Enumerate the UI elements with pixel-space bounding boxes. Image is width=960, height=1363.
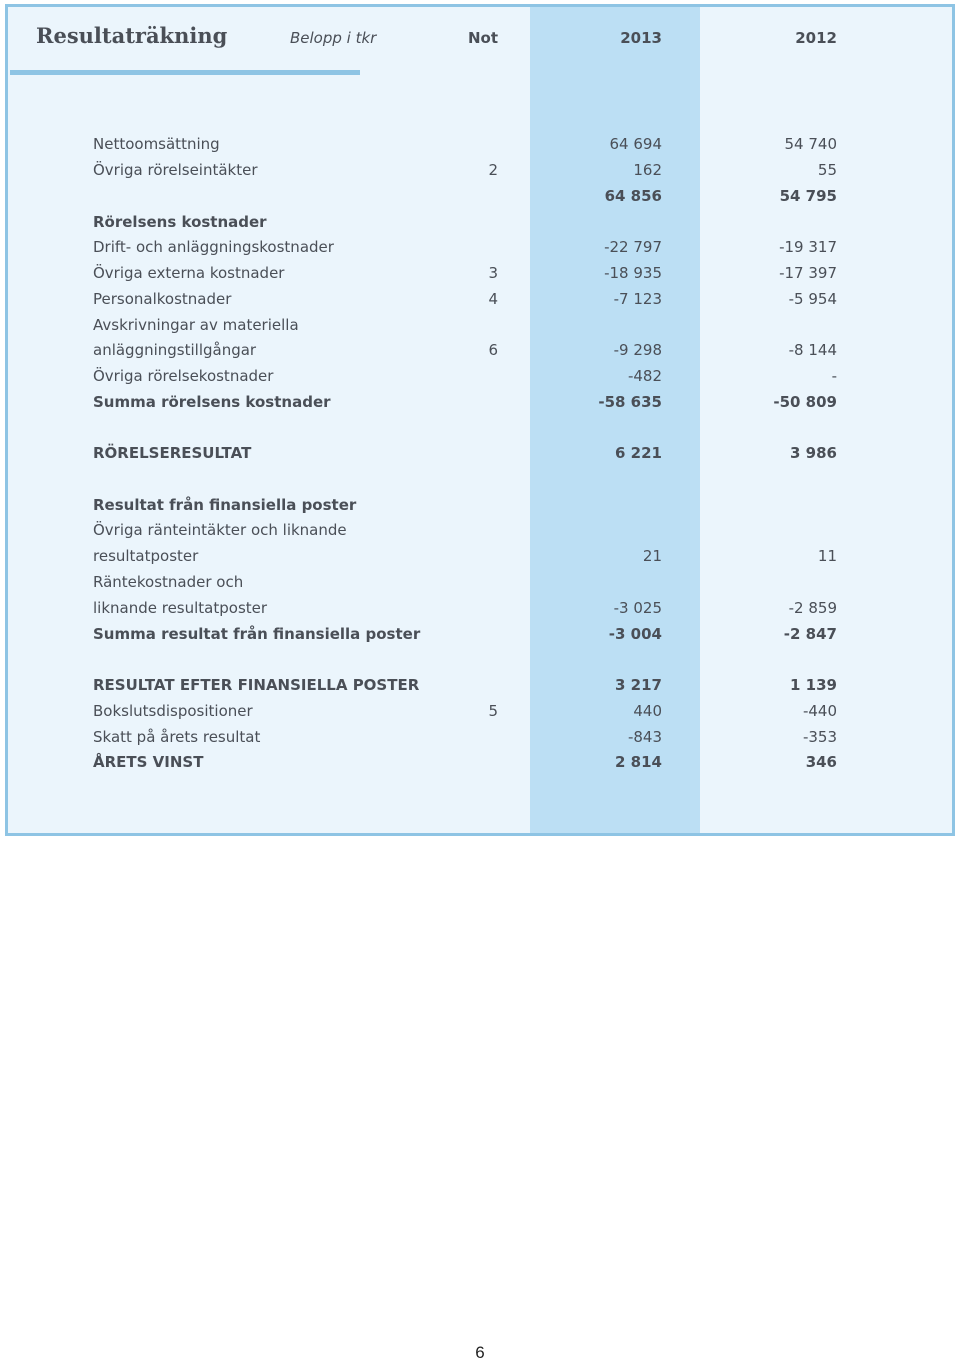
row-value-2013: -3 025 [613,599,662,617]
statement-row [8,750,952,775]
row-label: Summa resultat från finansiella poster [93,625,421,643]
row-note: 2 [488,161,498,179]
statement-row [8,338,952,363]
statement-row [8,210,952,235]
statement-row [8,132,952,157]
statement-row [8,364,952,389]
row-value-2012: -8 144 [788,341,837,359]
row-value-2013: 6 221 [615,444,662,462]
row-label: Övriga rörelsekostnader [93,367,274,385]
currency-subtitle: Belopp i tkr [290,29,377,47]
row-value-2012: - [831,367,837,385]
row-label: Övriga externa kostnader [93,264,285,282]
statement-row [8,390,952,415]
row-label: Övriga ränteintäkter och liknande [93,521,347,539]
page-title: Resultaträkning [36,23,228,48]
row-value-2012: 55 [817,161,837,179]
row-value-2013: -482 [627,367,662,385]
statement-row [8,699,952,724]
statement-row [8,313,952,338]
row-value-2012: -2 847 [783,625,837,643]
row-label: RÖRELSERESULTAT [93,444,252,462]
statement-row [8,570,952,595]
row-value-2013: 21 [642,547,662,565]
row-label: Rörelsens kostnader [93,213,267,231]
row-value-2013: -7 123 [613,290,662,308]
row-note: 3 [488,264,498,282]
row-label: Nettoomsättning [93,135,220,153]
title-underline [10,70,360,75]
row-value-2013: -22 797 [604,238,662,256]
row-value-2013: 3 217 [615,676,662,694]
row-note: 5 [488,702,498,720]
statement-row [8,493,952,518]
row-value-2013: 162 [633,161,662,179]
statement-row [8,287,952,312]
row-value-2012: -353 [802,728,837,746]
row-value-2012: -19 317 [779,238,837,256]
row-label: Avskrivningar av materiella [93,316,299,334]
row-value-2013: -58 635 [598,393,662,411]
row-label: resultatposter [93,547,199,565]
page-number: 6 [475,1343,485,1362]
statement-row [8,518,952,543]
row-label: Drift- och anläggningskostnader [93,238,334,256]
statement-row [8,622,952,647]
income-statement-panel [5,4,955,836]
row-value-2013: -9 298 [613,341,662,359]
row-value-2013: -843 [627,728,662,746]
row-value-2013: 440 [633,702,662,720]
row-label: liknande resultatposter [93,599,268,617]
row-value-2012: -17 397 [779,264,837,282]
column-header-2013: 2013 [620,29,662,47]
row-value-2012: 346 [805,753,837,771]
statement-row [8,184,952,209]
row-label: Övriga rörelseintäkter [93,161,258,179]
row-value-2013: 2 814 [615,753,662,771]
row-label: ÅRETS VINST [93,753,204,771]
row-label: RESULTAT EFTER FINANSIELLA POSTER [93,676,420,694]
statement-row [8,544,952,569]
row-note: 4 [488,290,498,308]
row-label: Bokslutsdispositioner [93,702,253,720]
statement-row [8,673,952,698]
statement-row [8,261,952,286]
row-value-2013: -3 004 [608,625,662,643]
row-value-2013: -18 935 [604,264,662,282]
row-label: Summa rörelsens kostnader [93,393,331,411]
row-label: anläggningstillgångar [93,341,257,359]
row-value-2012: 54 795 [779,187,837,205]
row-value-2012: -2 859 [788,599,837,617]
statement-row [8,235,952,260]
row-label: Resultat från finansiella poster [93,496,357,514]
row-note: 6 [488,341,498,359]
statement-row [8,596,952,621]
row-value-2013: 64 694 [609,135,662,153]
row-label: Räntekostnader och [93,573,244,591]
column-header-note: Not [468,29,499,47]
statement-row [8,725,952,750]
row-value-2012: 1 139 [790,676,837,694]
row-label: Personalkostnader [93,290,232,308]
row-value-2012: -50 809 [773,393,837,411]
row-value-2012: 54 740 [784,135,837,153]
row-value-2012: 3 986 [790,444,837,462]
column-header-2012: 2012 [795,29,837,47]
statement-row [8,441,952,466]
row-value-2012: -440 [802,702,837,720]
row-value-2012: 11 [817,547,837,565]
statement-row [8,158,952,183]
row-value-2013: 64 856 [604,187,662,205]
row-label: Skatt på årets resultat [93,728,261,746]
row-value-2012: -5 954 [788,290,837,308]
